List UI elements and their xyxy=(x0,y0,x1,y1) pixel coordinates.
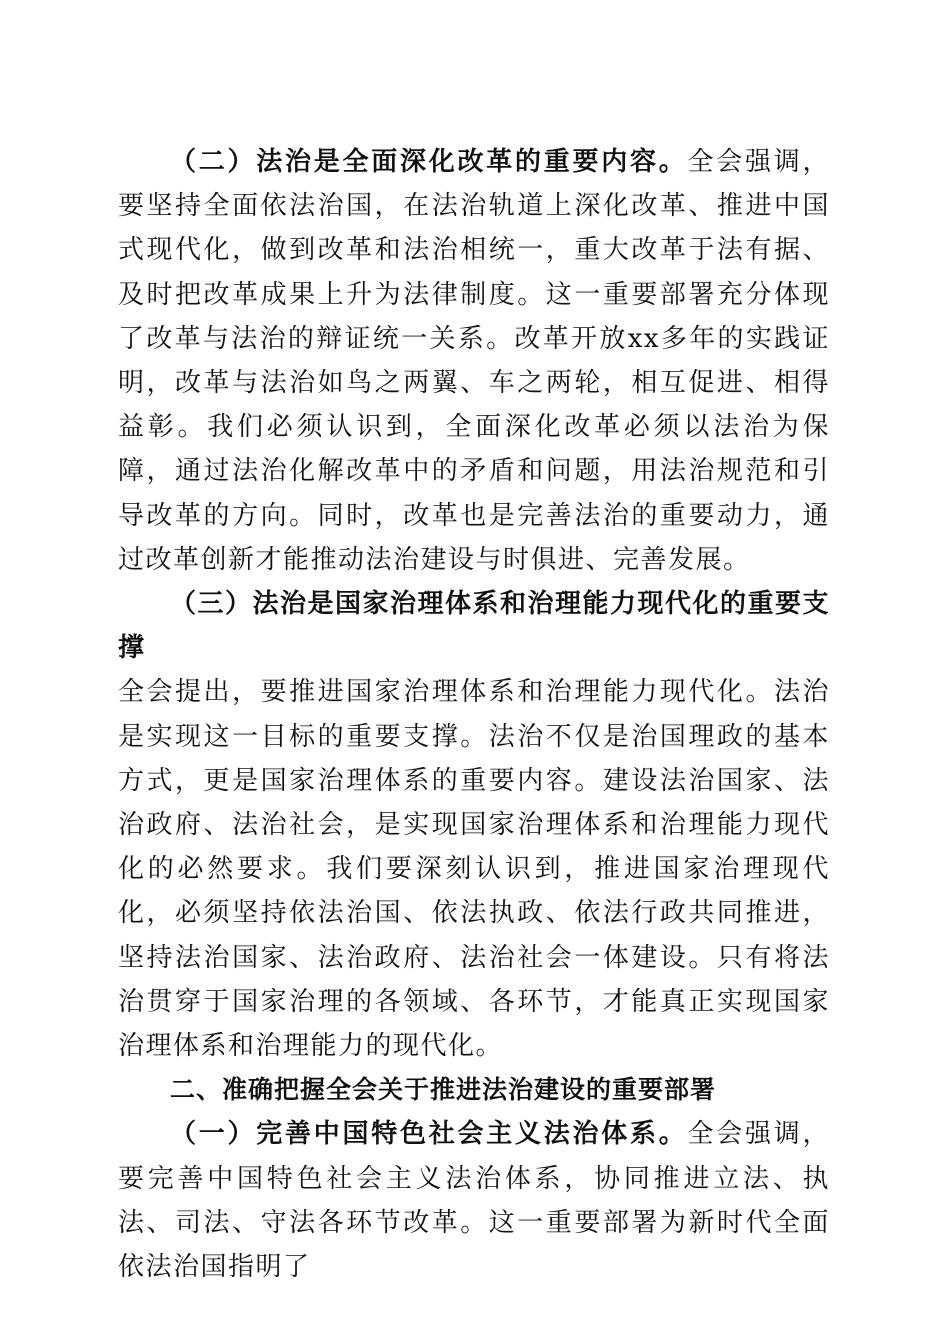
paragraph-reform-and-rule-of-law xyxy=(118,140,830,582)
paragraph-text: 全会提出，要推进国家治理体系和治理能力现代化。法治是实现这一目标的重要支撑。法治不仅是治国理政的基本方式，更是国家治理体系的重要内容。建设法治国家、法治政府、法治社会，是实现国家治理体系和治理能力现代化的必然要求。我们要深刻认识到，推进国家治理现代化，必须坚持依法治国、依法执政、依法行政共同推进，坚持法治国家、法治政府、法治社会一体建设。只有将法治贯穿于国家治理的各领域、各环节，才能真正实现国家治理体系和治理能力的现代化。 xyxy=(118,677,830,1062)
paragraph-heading: （三）法治是国家治理体系和治理能力现代化的重要支撑 xyxy=(118,589,831,664)
paragraph-text: 全会强调，要坚持全面依法治国，在法治轨道上深化改革、推进中国式现代化，做到改革和法治相统一，重大改革于法有据、及时把改革成果上升为法律制度。这一重要部署充分体现了改革与法治的辩证统一关系。改革开放xx多年的实践证明，改革与法治如鸟之两翼、车之两轮，相互促进、相得益彰。我们必须认识到，全面深化改革必须以法治为保障，通过法治化解改革中的矛盾和问题，用法治规范和引导改革的方向。同时，改革也是完善法治的重要动力，通过改革创新才能推动法治建设与时俱进、完善发展。 xyxy=(118,147,830,575)
paragraph-text: 全会强调，要完善中国特色社会主义法治体系，协同推进立法、执法、司法、守法各环节改革。这一重要部署为新时代全面依法治国指明了 xyxy=(118,1119,830,1283)
section-heading: 二、准确把握全会关于推进法治建设的重要部署 xyxy=(170,1075,717,1105)
paragraph-heading: （二）法治是全面深化改革的重要内容。 xyxy=(170,147,688,177)
paragraph-legal-system xyxy=(118,1112,830,1289)
paragraph-governance-modernization xyxy=(118,582,830,1068)
paragraph-heading: （一）完善中国特色社会主义法治体系。 xyxy=(170,1119,688,1150)
document-body xyxy=(118,140,830,1289)
